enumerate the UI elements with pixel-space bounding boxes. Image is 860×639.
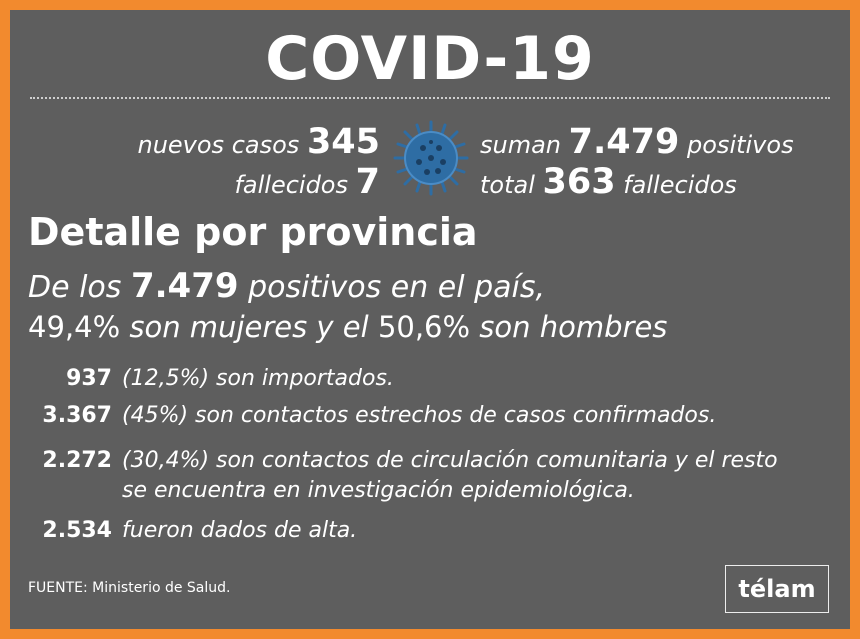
positives-suffix: positivos en el país,	[248, 270, 546, 305]
list-item	[24, 403, 716, 428]
source-note: FUENTE: Ministerio de Salud.	[28, 580, 231, 596]
new-deaths-stat	[234, 162, 380, 202]
row-value: 2.272	[42, 448, 112, 473]
positives-value: 7.479	[130, 266, 239, 306]
row-text: (30,4%) son contactos de circulación comunitaria y el resto	[122, 448, 778, 473]
telam-logo: télam	[725, 565, 829, 613]
gender-mid-text: son mujeres y el	[129, 310, 369, 344]
row-text: (45%) son contactos estrechos de casos confirmados.	[122, 403, 717, 428]
total-cases-value: 7.479	[568, 122, 680, 162]
new-cases-label: nuevos casos	[137, 131, 300, 159]
total-cases-suffix: positivos	[687, 131, 794, 159]
row-text-continued: se encuentra en investigación epidemiológica.	[122, 478, 635, 503]
new-cases-stat	[137, 122, 380, 162]
virus-icon	[391, 118, 471, 198]
women-pct: 49,4%	[28, 310, 121, 344]
positives-summary	[28, 266, 545, 306]
page-title: COVID-19	[265, 24, 595, 94]
row-value: 937	[66, 366, 112, 391]
new-deaths-label: fallecidos	[234, 171, 348, 199]
row-value: 3.367	[42, 403, 112, 428]
row-text: fueron dados de alta.	[122, 518, 358, 543]
total-cases-stat	[480, 122, 794, 162]
new-deaths-value: 7	[355, 162, 380, 202]
total-cases-label: suman	[480, 131, 562, 159]
dotted-divider	[30, 97, 830, 99]
list-item	[24, 448, 778, 503]
gender-split	[28, 310, 667, 344]
total-deaths-label: total	[480, 171, 535, 199]
total-deaths-suffix: fallecidos	[623, 171, 737, 199]
total-deaths-value: 363	[542, 162, 616, 202]
row-value: 2.534	[42, 518, 112, 543]
list-item	[24, 366, 394, 391]
list-item	[24, 518, 357, 543]
men-pct: 50,6%	[377, 310, 471, 344]
positives-prefix: De los	[28, 270, 122, 305]
infographic-panel	[10, 10, 850, 629]
detail-heading: Detalle por provincia	[28, 210, 478, 254]
gender-suffix: son hombres	[479, 310, 668, 344]
new-cases-value: 345	[306, 122, 380, 162]
total-deaths-stat	[480, 162, 737, 202]
row-text: (12,5%) son importados.	[122, 366, 394, 391]
